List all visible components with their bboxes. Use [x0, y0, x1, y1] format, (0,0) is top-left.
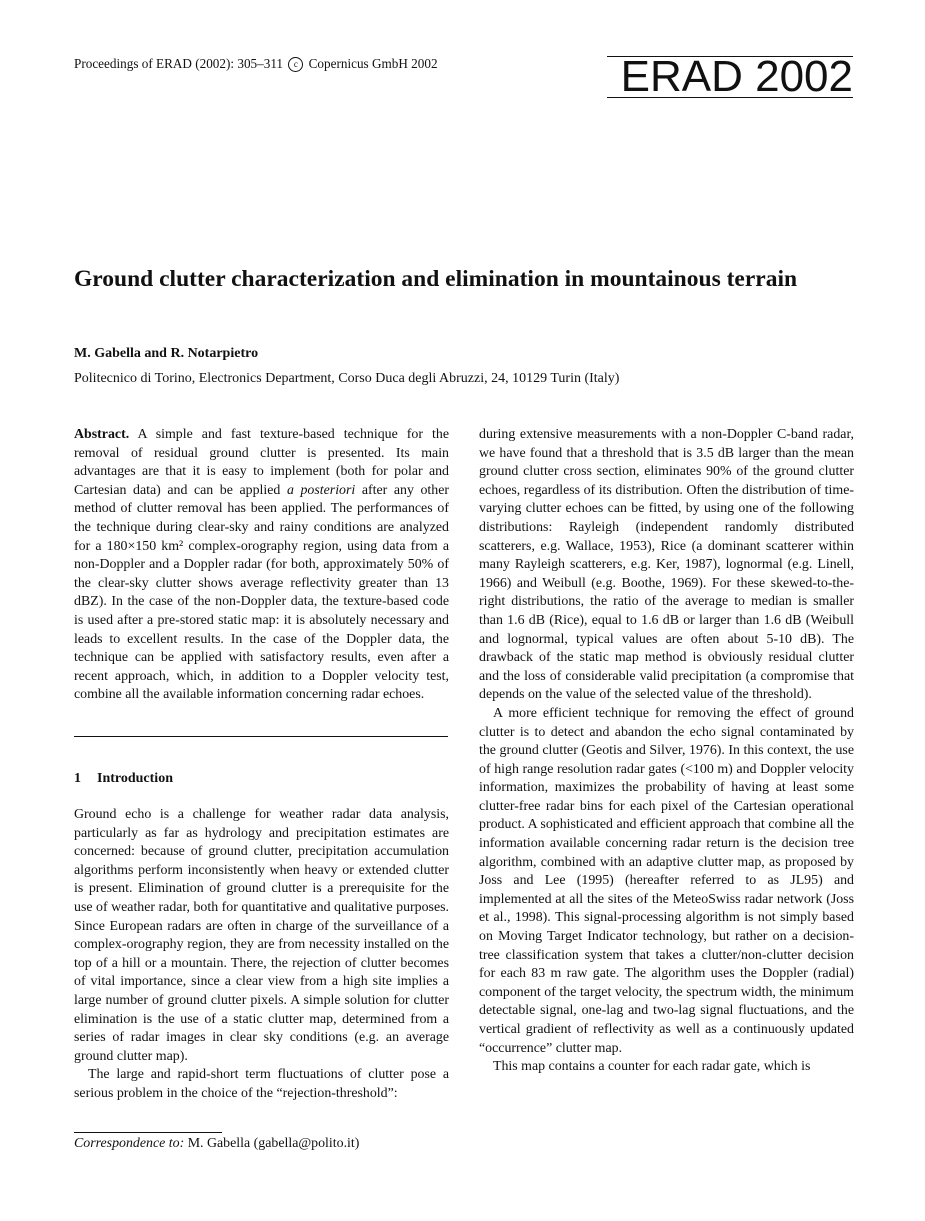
erad-logo: ERAD 2002: [607, 56, 853, 98]
abstract-text-2: after any other method of clutter removal has been applied. The performances of the technique during clear-sky and rainy conditions are analyzed for a 180×150 km² complex-orography region, using data from a non-Doppler and a Doppler radar (for both, approximately 50% of the clear-sky clutter shows average reflectivity greater than 13 dBZ). In the case of the non-Doppler data, the texture-based code is used after a pre-stored static map: it is absolutely necessary and leads to excellent results. In the case of the Doppler data, the technique can be applied with satisfactory results, even after a recent approach, which, in addition to a Doppler velocity test, combine all the available information concerning radar echoes.: [74, 482, 450, 703]
right-paragraph-1: during extensive measurements with a non-Doppler C-band radar, we have found that a threshold that is 3.5 dB larger than the mean ground clutter cross section, eliminates 90% of the ground clutter echoes, regardless of its distribution. Often the distribution of time-varying clutter echoes can be fitted, by using one of the following distributions: Rayleigh (independent randomly distributed scatterers, e.g. Wallace, 1953), Rice (a dominant scatterer within many Rayleigh scatterers, e.g. Ker, 1987), lognormal (e.g. Linell, 1966) and Weibull (e.g. Boothe, 1969). For these skewed-to-the-right distributions, the ratio of the average to median is smaller than 1.6 dB (Rice), equal to 1.6 dB or larger than 1.6 dB (Weibull and lognormal, typical values are often about 5-10 dB). The drawback of the static map method is obviously residual clutter and the loss of considerable valid precipitation (a compromise that depends on the value of the selected value of the threshold).: [479, 427, 854, 703]
footnote: [74, 1136, 359, 1152]
abstract-label: Abstract.: [74, 427, 130, 442]
right-column: [479, 426, 854, 1077]
intro-paragraph-1: Ground echo is a challenge for weather radar data analysis, particularly as far as hydrology and precipitation estimates are concerned: because of ground clutter, precipitation accumulation algorithms perform inconsistently when heavy or extended clutter is present. Elimination of ground clutter is a prerequisite for the use of weather radar, both for quantitative and qualitative purposes. Since European radars are often in charge of the surveillance of a complex-orography region, they are from necessity installed on the top of a hill or a mountain. There, the rejection of clutter becomes of vital importance, since a clear view from a high site implies a large number of ground clutter pixels. A simple solution for clutter elimination is the use of a static clutter map, determined from a series of radar images in clear sky conditions (e.g. an average ground clutter map).: [74, 807, 449, 1064]
copyright-symbol: c: [288, 57, 303, 72]
section-heading: [74, 771, 173, 787]
intro-paragraph-2: The large and rapid-short term fluctuations of clutter pose a serious problem in the choice of the “rejection-threshold”:: [74, 1067, 449, 1101]
section-number: 1: [74, 771, 81, 786]
abstract-text-1: A simple and fast texture-based technique for the removal of residual ground clutter is presented. Its main advantages are that it is easy to implement (both for polar and Cartesian data) and can be applied: [74, 427, 449, 498]
proceedings-text: Proceedings of ERAD (2002): 305–311: [74, 56, 284, 71]
section-title: Introduction: [97, 771, 173, 786]
abstract: [74, 426, 449, 705]
affiliation: Politecnico di Torino, Electronics Department, Corso Duca degli Abruzzi, 24, 10129 Turin (Italy): [74, 371, 620, 386]
abstract-divider: [74, 736, 448, 737]
running-header: [74, 56, 438, 72]
right-paragraph-2: A more efficient technique for removing the effect of ground clutter is to detect and abandon the echo signal contaminated by the ground clutter (Geotis and Silver, 1976). In this context, the use of high range resolution radar gates (<100 m) and Doppler velocity information, maximizes the probability of having at least some clutter-free radar bins for each pixel of the Cartesian operational product. A sophisticated and efficient approach that combine all the information available concerning radar return is the decision tree algorithm, combined with an adaptive clutter map, as proposed by Joss and Lee (1995) (hereafter referred to as JL95) and implemented at all the sites of the MeteoSwiss radar network (Joss et al., 1998). This signal-processing algorithm is not simply based on Moving Target Indicator technology, but rather on a decision-tree classification system that takes a clutter/non-clutter decision for each 83 m raw gate. The algorithm uses the Doppler (radial) component of the target velocity, the spectrum width, the minimum detectable signal, one-lag and two-lag signal fluctuations, and the vertical gradient of reflectivity as well as a continuously updated “occurrence” clutter map.: [479, 705, 854, 1056]
right-paragraph-3: This map contains a counter for each radar gate, which is: [493, 1059, 811, 1075]
footnote-text: M. Gabella (gabella@polito.it): [187, 1136, 360, 1151]
publisher-text: Copernicus GmbH 2002: [308, 56, 438, 71]
introduction-body: [74, 806, 449, 1104]
footnote-label: Correspondence to:: [74, 1136, 185, 1151]
authors: M. Gabella and R. Notarpietro: [74, 346, 259, 361]
paper-title: Ground clutter characterization and elimination in mountainous terrain: [74, 266, 798, 292]
footnote-divider: [74, 1132, 222, 1133]
abstract-italic: a posteriori: [286, 482, 356, 498]
